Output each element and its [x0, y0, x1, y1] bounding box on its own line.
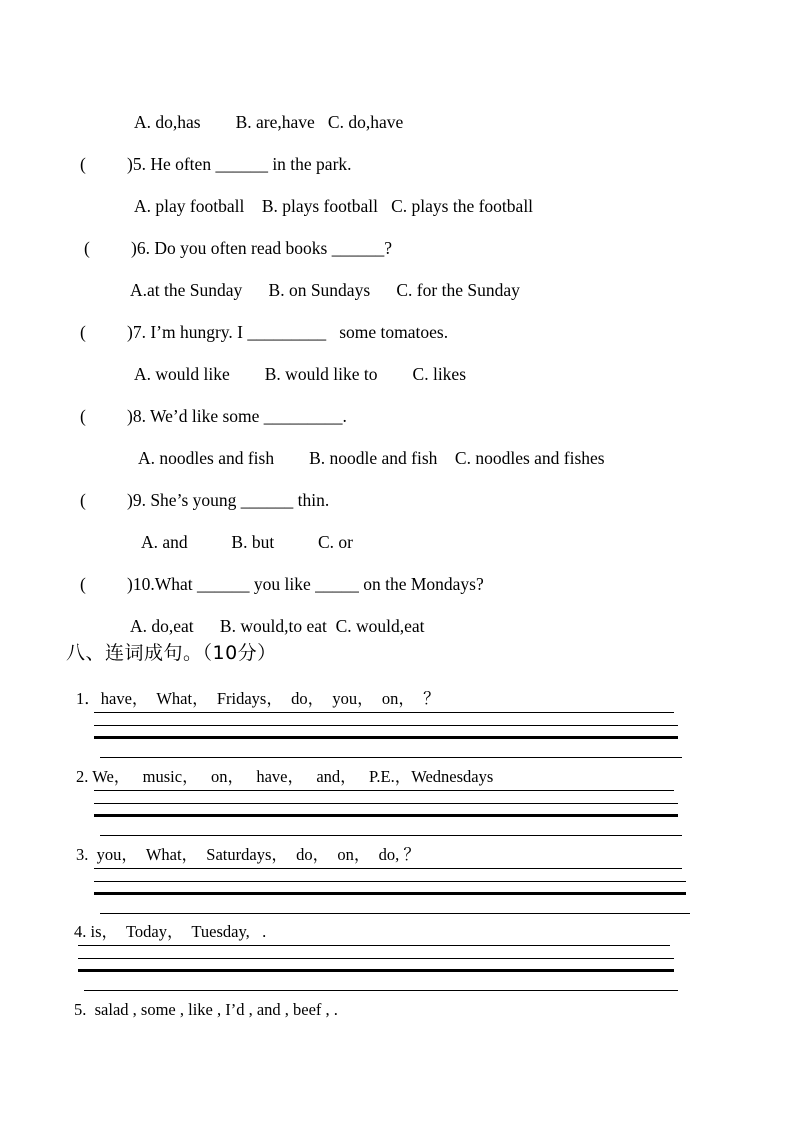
question-text-6: )6. Do you often read books ______? [131, 238, 392, 258]
question-text-9: )9. She’s young ______ thin. [127, 490, 330, 510]
answer-paren-9[interactable]: ( [80, 490, 86, 510]
guide-line-descender [100, 757, 682, 758]
guide-line-top [94, 790, 674, 791]
question-row-5 [0, 143, 793, 185]
answer-paren-8[interactable]: ( [80, 406, 86, 426]
option-row [0, 353, 793, 395]
question-row-9 [0, 479, 793, 521]
question-row-8 [0, 395, 793, 437]
option-row [0, 521, 793, 563]
word-order-item-1: 1．have， What， Fridays， do， you， on， ？ [76, 689, 440, 708]
guide-line-descender [100, 835, 682, 836]
answer-paren-6[interactable]: ( [84, 238, 90, 258]
guide-line-baseline [78, 969, 674, 972]
guide-line-middle [78, 958, 674, 959]
guide-line-baseline [94, 814, 678, 817]
question-text-5: )5. He often ______ in the park. [127, 154, 352, 174]
question-text-8: )8. We’d like some _________. [127, 406, 347, 426]
guide-line-top [94, 712, 674, 713]
guide-line-middle [94, 881, 686, 882]
option-row-text: A. play football B. plays football C. plays the football [134, 196, 534, 216]
option-row-text: A. and B. but C. or [141, 532, 353, 552]
question-text-7: )7. I’m hungry. I _________ some tomatoes. [127, 322, 449, 342]
option-row [0, 437, 793, 479]
answer-paren-5[interactable]: ( [80, 154, 86, 174]
option-row-text: A. do,eat B. would,to eat C. would,eat [130, 616, 425, 636]
guide-line-baseline [94, 736, 678, 739]
option-row-text: A. do,has B. are,have C. do,have [134, 112, 404, 132]
guide-line-top [94, 868, 682, 869]
multiple-choice-section [0, 101, 793, 647]
option-row-text: A.at the Sunday B. on Sundays C. for the Sunday [130, 280, 520, 300]
guide-line-descender [100, 913, 690, 914]
word-order-item-3: 3. you， What， Saturdays， do， on， do, ？ [76, 845, 420, 864]
guide-line-middle [94, 725, 678, 726]
guide-line-middle [94, 803, 678, 804]
question-row-7 [0, 311, 793, 353]
option-row-text: A. noodles and fish B. noodle and fish C. noodles and fishes [138, 448, 605, 468]
option-row [0, 101, 793, 143]
answer-paren-7[interactable]: ( [80, 322, 86, 342]
question-text-10: )10.What ______ you like _____ on the Mondays? [127, 574, 484, 594]
option-row-text: A. would like B. would like to C. likes [134, 364, 467, 384]
question-row-10 [0, 563, 793, 605]
word-order-item-2: 2. We， music， on， have， and， P.E.，Wednesdays [76, 767, 494, 786]
answer-paren-10[interactable]: ( [80, 574, 86, 594]
guide-line-baseline [94, 892, 686, 895]
section-heading-eight: 八、连词成句。（10分） [66, 642, 277, 664]
option-row [0, 185, 793, 227]
word-order-item-4: 4. is， Today， Tuesday, . [74, 922, 267, 941]
word-order-item-5: 5. salad , some , like , I’d , and , beef , . [74, 1000, 338, 1019]
option-row [0, 269, 793, 311]
guide-line-descender [84, 990, 678, 991]
guide-line-top [78, 945, 670, 946]
question-row-6 [0, 227, 793, 269]
